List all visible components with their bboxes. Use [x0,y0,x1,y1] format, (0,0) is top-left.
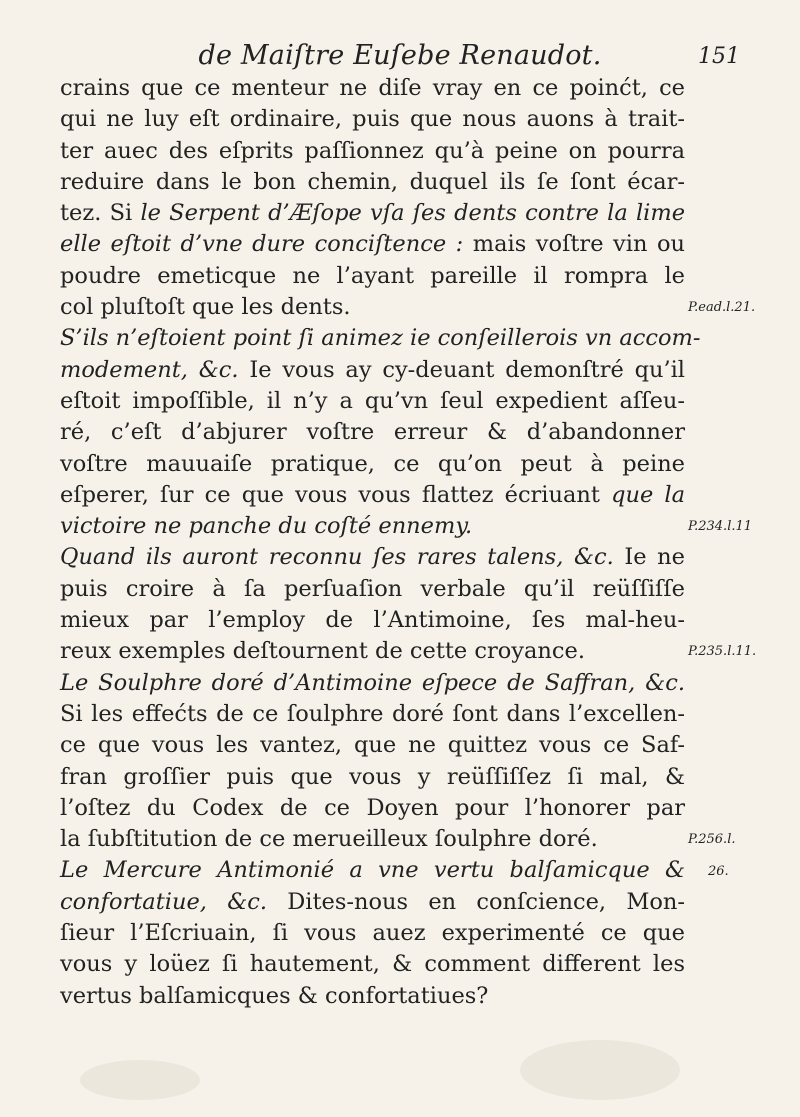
page-number: 151 [698,44,740,69]
text-line [60,198,685,229]
text-line [60,636,685,667]
text-run: tez. Si [60,200,141,227]
text-run: mieux par l’employ de l’Antimoine, ſes mal-heu- [60,607,685,634]
text-run: reux exemples deſtournent de cette croyance. [60,638,585,665]
text-line [60,605,685,636]
text-line [60,261,685,292]
italic-quote: victoire ne panche du coſté ennemy. [60,513,473,540]
italic-quote: Le Mercure Antimonié a vne vertu balſamicque & [60,857,685,884]
text-run: vertus balſamicques & confortatiues? [60,982,489,1009]
text-line [60,229,685,260]
text-line [60,855,685,886]
text-run: puis croire à ſa perſuaſion verbale qu’il reüſſiſſe [60,575,685,602]
text-run: Si les effećts de ce ſoulphre doré ſont dans l’excellen- [60,700,685,727]
text-run: l’oſtez du Codex de ce Doyen pour l’honorer par [60,794,685,821]
text-line [60,355,685,386]
text-run: eſtoit impoſſible, il n’y a qu’vn ſeul expedient aſſeu- [60,387,685,414]
text-line [60,73,685,104]
text-run: Ie vous ay cy-deuant demonſtré qu’il [238,356,686,383]
text-line [60,699,685,730]
italic-quote: confortatiue, &c. [60,888,267,915]
text-line [60,668,685,699]
text-line [60,793,685,824]
text-line [60,542,685,573]
italic-quote: le Serpent d’Æſope vſa ſes dents contre la lime [140,200,686,227]
italic-quote: Le Soulphre doré d’Antimoine eſpece de Saffran, &c. [60,669,685,696]
text-line [60,887,685,918]
margin-note: P.ead.l.21. [688,300,756,316]
text-run: ter auec des eſprits paſſionnez qu’à peine on pourra [60,137,685,164]
text-line [60,323,701,354]
italic-quote: que la [611,481,685,508]
text-line [60,136,685,167]
text-line [60,480,685,511]
running-title: de Maiſtre Euſebe Renaudot. [198,40,602,71]
text-line [60,824,685,855]
text-line [60,574,685,605]
text-run: poudre emeticque ne l’ayant pareille il rompra le [60,262,685,289]
italic-quote: Quand ils auront reconnu ſes rares talens, &c. [60,544,614,571]
margin-note: 26. [708,863,729,879]
text-run: eſperer, ſur ce que vous vous flattez écriuant [60,481,612,508]
text-run: ſieur l’Eſcriuain, ſi vous auez experimenté ce que [60,920,685,947]
text-line [60,949,685,980]
text-run: col pluſtoſt que les dents. [60,294,351,321]
text-line [60,167,685,198]
text-line [60,449,685,480]
text-line [60,292,685,323]
text-run: ce que vous les vantez, que ne quittez vous ce Saf- [60,732,685,759]
body-text [60,73,701,1012]
text-run: vous y loüez ſi hautement, & comment different les [60,951,685,978]
text-run: mais voſtre vin ou [463,231,685,258]
text-run: Dites-nous en conſcience, Mon- [266,888,685,915]
text-run: Ie ne [613,544,685,571]
text-run: qui ne luy eſt ordinaire, puis que nous auons à trait- [60,106,685,133]
text-run: la ſubſtitution de ce merueilleux ſoulphre doré. [60,826,598,853]
text-line [60,104,685,135]
margin-note: P.234.l.11 [688,519,753,535]
margin-note: P.256.l. [688,832,736,848]
text-line [60,511,685,542]
italic-quote: S’ils n’eſtoient point ſi animez ie conſeillerois vn accom- [60,325,701,352]
italic-quote: modement, &c. [60,356,239,383]
text-line [60,762,685,793]
text-line [60,417,685,448]
text-line [60,730,685,761]
italic-quote: elle eſtoit d’vne dure conciſtence : [60,231,464,258]
text-line [60,981,685,1012]
text-run: crains que ce menteur ne diſe vray en ce poinćt, ce [60,75,685,101]
margin-note: P.235.l.11. [688,644,757,660]
text-run: ré, c’eſt d’abjurer voſtre erreur & d’abandonner [60,419,685,446]
text-run: reduire dans le bon chemin, duquel ils ſe ſont écar- [60,168,685,195]
text-line [60,386,685,417]
text-run: fran groſſier puis que vous y reüſſiſſez ſi mal, & [60,763,685,790]
text-run: voſtre mauuaiſe pratique, ce qu’on peut à peine [60,450,685,477]
text-line [60,918,685,949]
